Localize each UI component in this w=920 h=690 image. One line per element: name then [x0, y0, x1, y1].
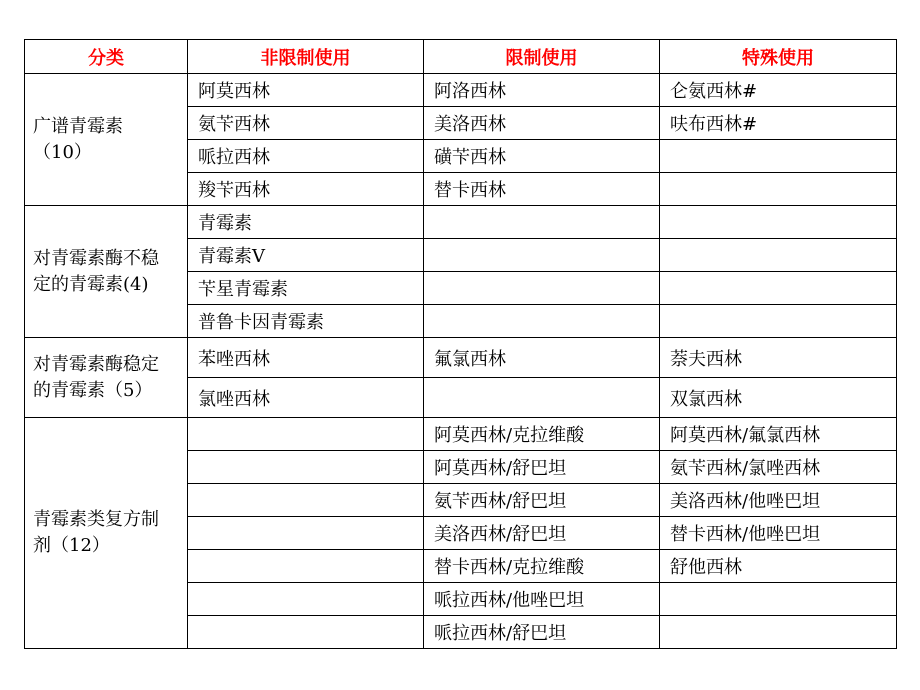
- table-cell: 普鲁卡因青霉素: [188, 305, 424, 338]
- table-cell: 氨苄西林: [188, 107, 424, 140]
- table-cell: [424, 272, 660, 305]
- table-row: [25, 206, 897, 239]
- table-cell: 替卡西林: [424, 173, 660, 206]
- table-cell: [660, 206, 897, 239]
- category-label-line: 定的青霉素(4): [33, 273, 149, 295]
- category-label-line: 对青霉素酶稳定: [33, 353, 159, 375]
- table-cell: [424, 305, 660, 338]
- table-cell: 青霉素: [188, 206, 424, 239]
- table-cell: 仑氨西林#: [660, 74, 897, 107]
- table-cell: 呋布西林#: [660, 107, 897, 140]
- header-unrestricted: 非限制使用: [188, 40, 424, 74]
- table-cell: 磺苄西林: [424, 140, 660, 173]
- table-cell: 哌拉西林/舒巴坦: [424, 616, 660, 649]
- category-cell: [25, 418, 188, 649]
- table-cell: [188, 550, 424, 583]
- table-cell: 美洛西林/舒巴坦: [424, 517, 660, 550]
- header-row: [25, 40, 897, 74]
- category-cell: [25, 74, 188, 206]
- table-cell: 氨苄西林/氯唑西林: [660, 451, 897, 484]
- table-cell: [660, 272, 897, 305]
- category-label-line: 广谱青霉素: [33, 115, 123, 137]
- penicillin-classification-table: [24, 39, 897, 649]
- table-cell: [188, 451, 424, 484]
- category-label-line: 的青霉素（5）: [33, 379, 153, 401]
- table-cell: [660, 616, 897, 649]
- category-cell: [25, 338, 188, 418]
- table-cell: 替卡西林/克拉维酸: [424, 550, 660, 583]
- table-cell: 氟氯西林: [424, 338, 660, 378]
- category-cell: [25, 206, 188, 338]
- table-cell: 氨苄西林/舒巴坦: [424, 484, 660, 517]
- table-cell: [424, 378, 660, 418]
- table-cell: 哌拉西林: [188, 140, 424, 173]
- table-cell: [660, 305, 897, 338]
- category-label-line: 青霉素类复方制: [33, 509, 159, 530]
- table-cell: 阿洛西林: [424, 74, 660, 107]
- category-label-line: 剂（12）: [33, 535, 110, 556]
- header-category: 分类: [25, 40, 188, 74]
- table-cell: 阿莫西林: [188, 74, 424, 107]
- table-cell: 阿莫西林/氟氯西林: [660, 418, 897, 451]
- table-cell: [188, 484, 424, 517]
- table-cell: [660, 239, 897, 272]
- table-cell: [188, 616, 424, 649]
- table-cell: [660, 140, 897, 173]
- table-cell: [188, 517, 424, 550]
- table-cell: 苯唑西林: [188, 338, 424, 378]
- table-row: [25, 74, 897, 107]
- table-cell: [424, 206, 660, 239]
- table-cell: 美洛西林: [424, 107, 660, 140]
- table-cell: [188, 418, 424, 451]
- table-cell: 舒他西林: [660, 550, 897, 583]
- category-label-line: 对青霉素酶不稳: [33, 247, 159, 269]
- table-cell: 美洛西林/他唑巴坦: [660, 484, 897, 517]
- table-cell: 阿莫西林/舒巴坦: [424, 451, 660, 484]
- table-cell: 羧苄西林: [188, 173, 424, 206]
- table-cell: [424, 239, 660, 272]
- table-cell: 苄星青霉素: [188, 272, 424, 305]
- table-cell: [660, 583, 897, 616]
- table-cell: [660, 173, 897, 206]
- table-cell: 青霉素V: [188, 239, 424, 272]
- table-row: [25, 338, 897, 378]
- header-restricted: 限制使用: [424, 40, 660, 74]
- table-cell: 替卡西林/他唑巴坦: [660, 517, 897, 550]
- table-cell: 阿莫西林/克拉维酸: [424, 418, 660, 451]
- table-cell: 双氯西林: [660, 378, 897, 418]
- table-row: [25, 418, 897, 451]
- header-special: 特殊使用: [660, 40, 897, 74]
- table-cell: 氯唑西林: [188, 378, 424, 418]
- table-cell: [188, 583, 424, 616]
- category-label-line: （10）: [33, 141, 92, 163]
- table-cell: 哌拉西林/他唑巴坦: [424, 583, 660, 616]
- table-cell: 萘夫西林: [660, 338, 897, 378]
